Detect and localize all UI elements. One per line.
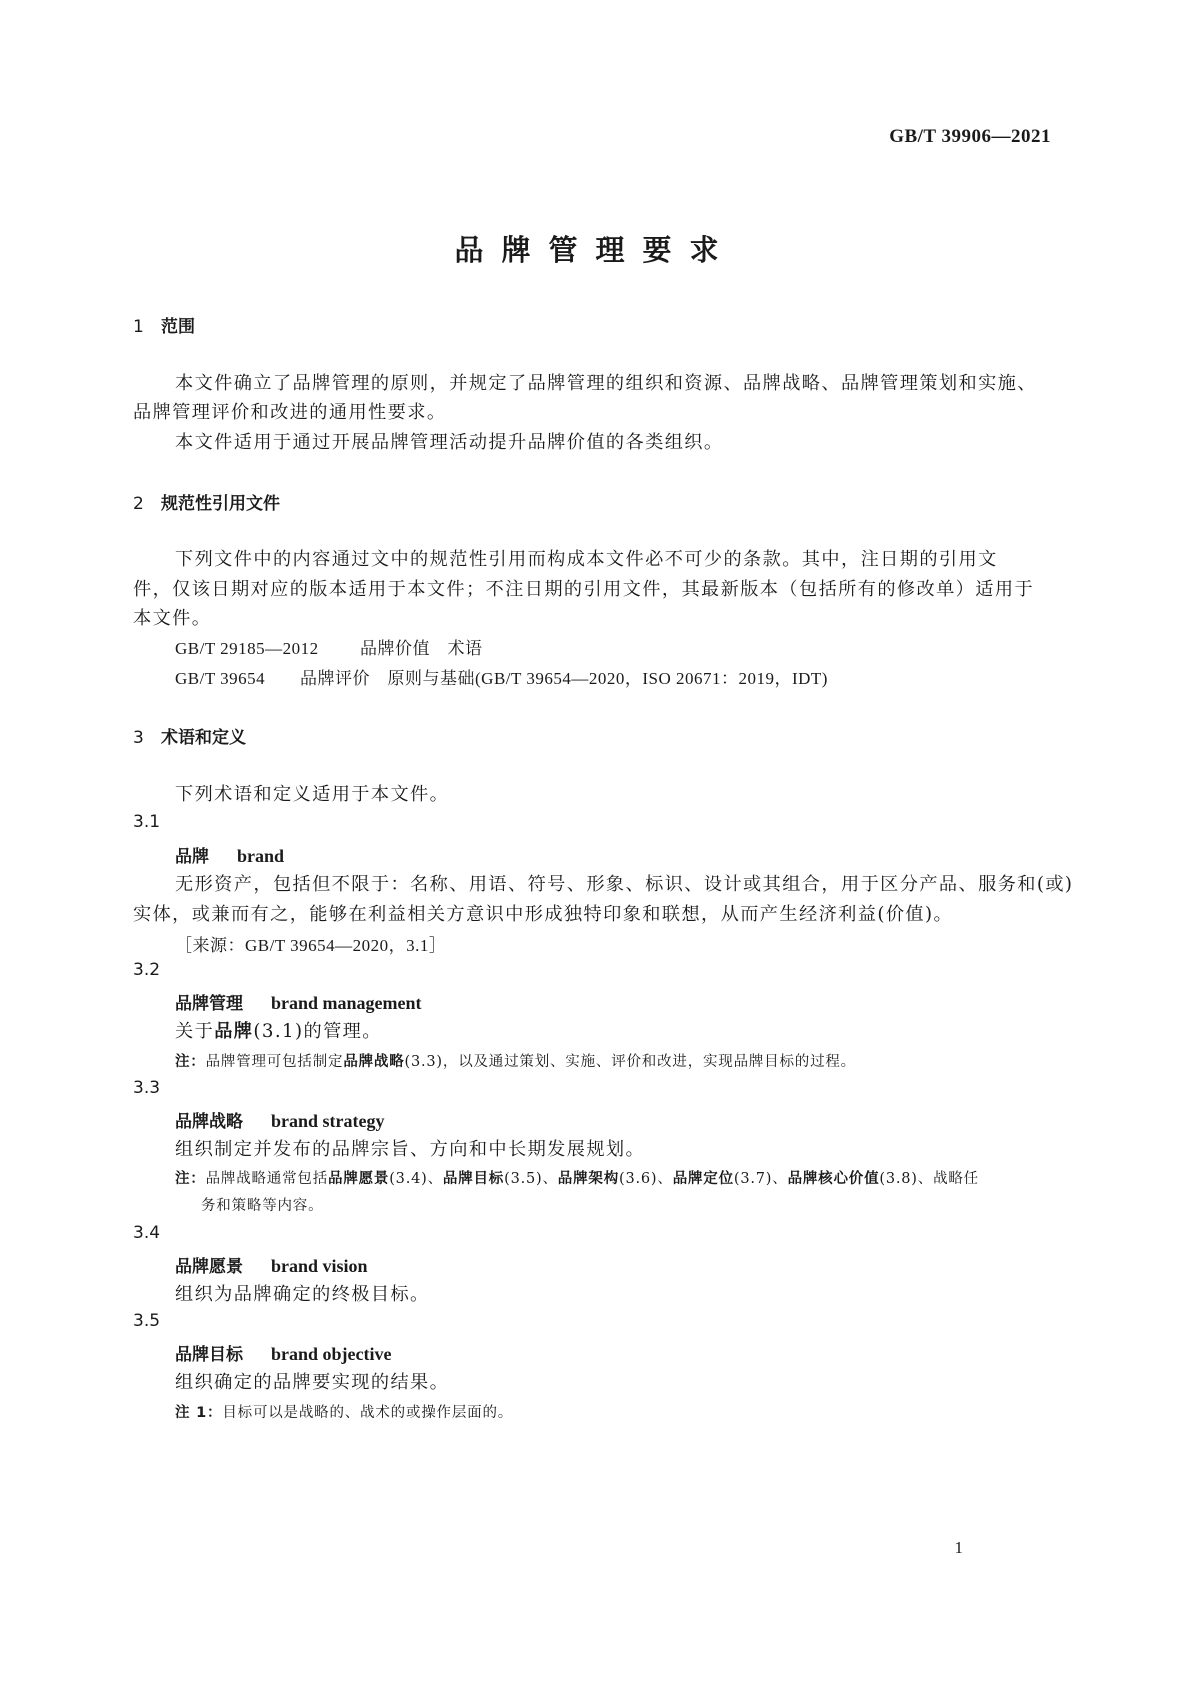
section-3-heading: [133, 723, 246, 748]
term-number: 3.3: [133, 1078, 161, 1098]
section-2-para-line1: 下列文件中的内容通过文中的规范性引用而构成本文件必不可少的条款。其中，注日期的引用文: [175, 549, 998, 570]
term-reference: 品牌架构: [557, 1171, 619, 1187]
section-1-heading: [133, 312, 195, 337]
note-label: 注：: [175, 1054, 206, 1070]
section-2-heading: [133, 489, 280, 514]
term-zh: 品牌愿景: [175, 1257, 243, 1277]
text: 品牌战略通常包括: [205, 1171, 329, 1187]
term-note: [175, 1401, 513, 1422]
section-2-para-line3: 本文件。: [133, 608, 212, 629]
reference-title: 品牌价值 术语: [360, 639, 483, 658]
section-title: 规范性引用文件: [161, 494, 280, 514]
section-title: 范围: [161, 317, 195, 337]
term-reference: 品牌核心价值: [787, 1171, 880, 1187]
term-zh: 品牌: [175, 847, 209, 867]
term-reference: 品牌: [214, 1021, 254, 1042]
section-3-intro: 下列术语和定义适用于本文件。: [175, 784, 450, 805]
term-number: 3.4: [133, 1223, 161, 1243]
term-en: brand: [237, 846, 285, 866]
reference-code: GB/T 29185—2012: [175, 639, 319, 658]
text: 品牌管理可包括制定: [205, 1054, 344, 1070]
document-title: 品牌管理要求: [454, 233, 737, 267]
reference-code: GB/T 39654: [175, 669, 266, 688]
section-1-para1-line1: 本文件确立了品牌管理的原则，并规定了品牌管理的组织和资源、品牌战略、品牌管理策划和实施、: [175, 373, 1037, 394]
term-definition-line1: 无形资产，包括但不限于：名称、用语、符号、形象、标识、设计或其组合，用于区分产品、服务和(或): [175, 874, 1074, 895]
term-heading: [175, 989, 422, 1014]
text: (3.8)、战略任: [879, 1171, 979, 1187]
term-reference: 品牌定位: [672, 1171, 734, 1187]
term-en: brand vision: [271, 1256, 368, 1276]
term-zh: 品牌管理: [175, 994, 243, 1014]
term-definition: 组织为品牌确定的终极目标。: [175, 1284, 430, 1305]
term-en: brand strategy: [271, 1111, 385, 1131]
term-definition: [175, 1017, 382, 1043]
term-heading: [175, 1107, 385, 1132]
term-definition: 组织制定并发布的品牌宗旨、方向和中长期发展规划。: [175, 1139, 646, 1160]
note-label: 注：: [175, 1171, 206, 1187]
term-definition-line2: 实体，或兼而有之，能够在利益相关方意识中形成独特印象和联想，从而产生经济利益(价值)。: [133, 904, 954, 925]
term-note: [175, 1167, 979, 1188]
term-reference: 品牌战略: [343, 1054, 405, 1070]
section-title: 术语和定义: [161, 728, 246, 748]
term-number: 3.5: [133, 1311, 161, 1331]
text: 关于: [175, 1021, 215, 1042]
term-zh: 品牌战略: [175, 1112, 243, 1132]
reference-title: 品牌评价 原则与基础(GB/T 39654—2020，ISO 20671：2019，IDT): [300, 669, 828, 688]
term-reference: 品牌目标: [442, 1171, 505, 1187]
section-1-para2: 本文件适用于通过开展品牌管理活动提升品牌价值的各类组织。: [175, 432, 724, 453]
text: (3.3)，以及通过策划、实施、评价和改进，实现品牌目标的过程。: [404, 1054, 856, 1070]
page-number: 1: [954, 1538, 963, 1557]
term-zh: 品牌目标: [175, 1345, 243, 1365]
text: (3.1)的管理。: [253, 1021, 382, 1042]
term-reference: 品牌愿景: [328, 1171, 390, 1187]
section-number: 1: [133, 317, 144, 337]
term-definition: 组织确定的品牌要实现的结果。: [175, 1372, 450, 1393]
term-note: [175, 1050, 856, 1071]
term-number: 3.2: [133, 960, 161, 980]
text: 目标可以是战略的、战术的或操作层面的。: [222, 1405, 514, 1421]
normative-reference: [175, 634, 483, 659]
term-note-line2: 务和策略等内容。: [201, 1198, 324, 1214]
normative-reference: [175, 664, 828, 689]
section-1-para1-line2: 品牌管理评价和改进的通用性要求。: [133, 402, 447, 423]
term-heading: [175, 1340, 392, 1365]
term-heading: [175, 842, 284, 867]
section-number: 2: [133, 494, 144, 514]
term-number: 3.1: [133, 812, 161, 832]
term-en: brand management: [271, 993, 422, 1013]
standard-number: GB/T 39906—2021: [889, 126, 1051, 147]
text: (3.7)、: [733, 1171, 788, 1187]
term-source: ［来源：GB/T 39654—2020，3.1］: [175, 936, 447, 955]
section-number: 3: [133, 728, 144, 748]
text: (3.6)、: [619, 1171, 673, 1187]
text: (3.5)、: [504, 1171, 558, 1187]
note-label: 注 1：: [175, 1405, 223, 1421]
text: (3.4)、: [389, 1171, 443, 1187]
section-2-para-line2: 件，仅该日期对应的版本适用于本文件；不注日期的引用文件，其最新版本（包括所有的修改单）适用于: [133, 579, 1035, 600]
term-en: brand objective: [271, 1344, 392, 1364]
term-heading: [175, 1252, 368, 1277]
